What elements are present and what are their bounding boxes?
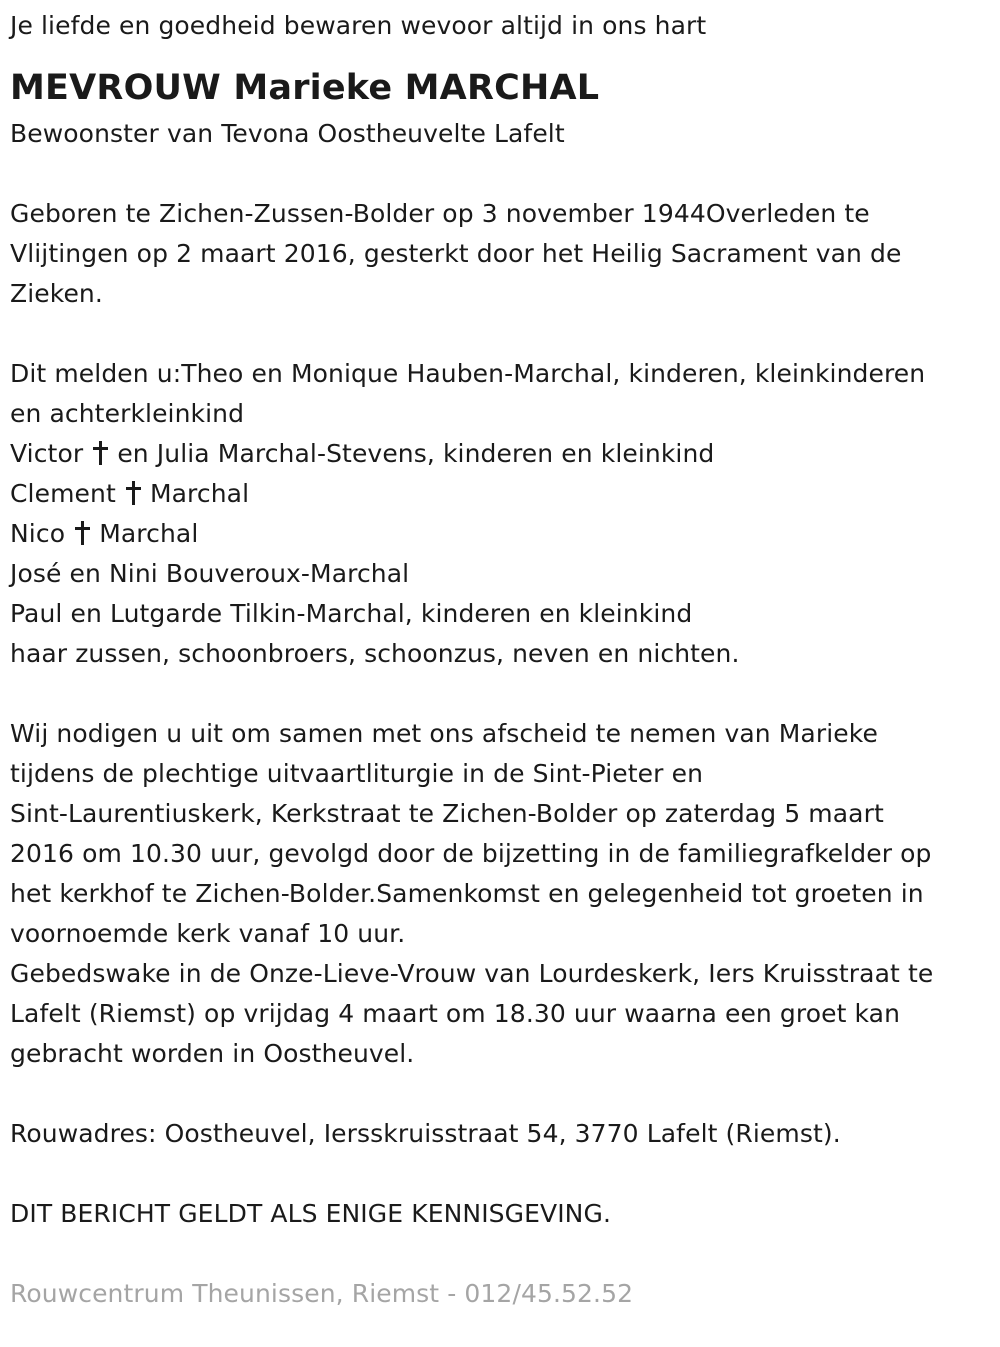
family-line: Dit melden u:Theo en Monique Hauben-Marchal, kinderen, kleinkinderen xyxy=(10,359,926,388)
paragraph-line: Lafelt (Riemst) op vrijdag 4 maart om 18.30 uur waarna een groet kan xyxy=(10,999,901,1028)
family-line-victor xyxy=(10,434,990,474)
deceased-name-title: MEVROUW Marieke MARCHAL xyxy=(10,68,600,108)
paragraph-line: Sint-Laurentiuskerk, Kerkstraat te Zichen-Bolder op zaterdag 5 maart xyxy=(10,799,884,828)
family-paragraph xyxy=(10,354,990,674)
family-line: haar zussen, schoonbroers, schoonzus, neven en nichten. xyxy=(10,639,740,668)
cross-icon xyxy=(126,481,140,505)
paragraph-line: gebracht worden in Oostheuvel. xyxy=(10,1039,415,1068)
spacer xyxy=(10,154,990,194)
spacer xyxy=(10,1154,990,1194)
paragraph-line: Zieken. xyxy=(10,279,103,308)
paragraph-line: 2016 om 10.30 uur, gevolgd door de bijzetting in de familiegrafkelder op xyxy=(10,839,932,868)
family-member-rest: en Julia Marchal-Stevens, kinderen en kleinkind xyxy=(117,439,715,468)
spacer xyxy=(10,674,990,714)
family-line-nico xyxy=(10,514,990,554)
intro-text: Je liefde en goedheid bewaren wevoor altijd in ons hart xyxy=(10,11,707,40)
residence-subtitle: Bewoonster van Tevona Oostheuvelte Lafelt xyxy=(10,119,565,148)
family-line: Paul en Lutgarde Tilkin-Marchal, kinderen en kleinkind xyxy=(10,599,693,628)
funeral-home-footer: Rouwcentrum Theunissen, Riemst - 012/45.52.52 xyxy=(10,1279,634,1308)
spacer xyxy=(10,1074,990,1114)
paragraph-line: Gebedswake in de Onze-Lieve-Vrouw van Lourdeskerk, Iers Kruisstraat te xyxy=(10,959,934,988)
family-line: José en Nini Bouveroux-Marchal xyxy=(10,559,410,588)
birth-death-paragraph xyxy=(10,194,990,314)
family-member-rest: Marchal xyxy=(149,479,250,508)
family-member-name: Victor xyxy=(10,439,84,468)
cross-icon xyxy=(75,521,89,545)
family-line-clement xyxy=(10,474,990,514)
family-line: en achterkleinkind xyxy=(10,399,245,428)
mourning-address: Rouwadres: Oostheuvel, Iersskruisstraat 54, 3770 Lafelt (Riemst). xyxy=(10,1119,841,1148)
paragraph-line: voornoemde kerk vanaf 10 uur. xyxy=(10,919,406,948)
paragraph-line: tijdens de plechtige uitvaartliturgie in de Sint-Pieter en xyxy=(10,759,704,788)
family-member-name: Nico xyxy=(10,519,66,548)
paragraph-line: Vlijtingen op 2 maart 2016, gesterkt door het Heilig Sacrament van de xyxy=(10,239,902,268)
notice-text: DIT BERICHT GELDT ALS ENIGE KENNISGEVING. xyxy=(10,1199,611,1228)
paragraph-line: Wij nodigen u uit om samen met ons afscheid te nemen van Marieke xyxy=(10,719,878,748)
paragraph-line: Geboren te Zichen-Zussen-Bolder op 3 november 1944Overleden te xyxy=(10,199,870,228)
family-member-name: Clement xyxy=(10,479,116,508)
spacer xyxy=(10,314,990,354)
cross-icon xyxy=(93,441,107,465)
paragraph-line: het kerkhof te Zichen-Bolder.Samenkomst en gelegenheid tot groeten in xyxy=(10,879,924,908)
family-member-rest: Marchal xyxy=(99,519,199,548)
invitation-paragraph xyxy=(10,714,990,1074)
